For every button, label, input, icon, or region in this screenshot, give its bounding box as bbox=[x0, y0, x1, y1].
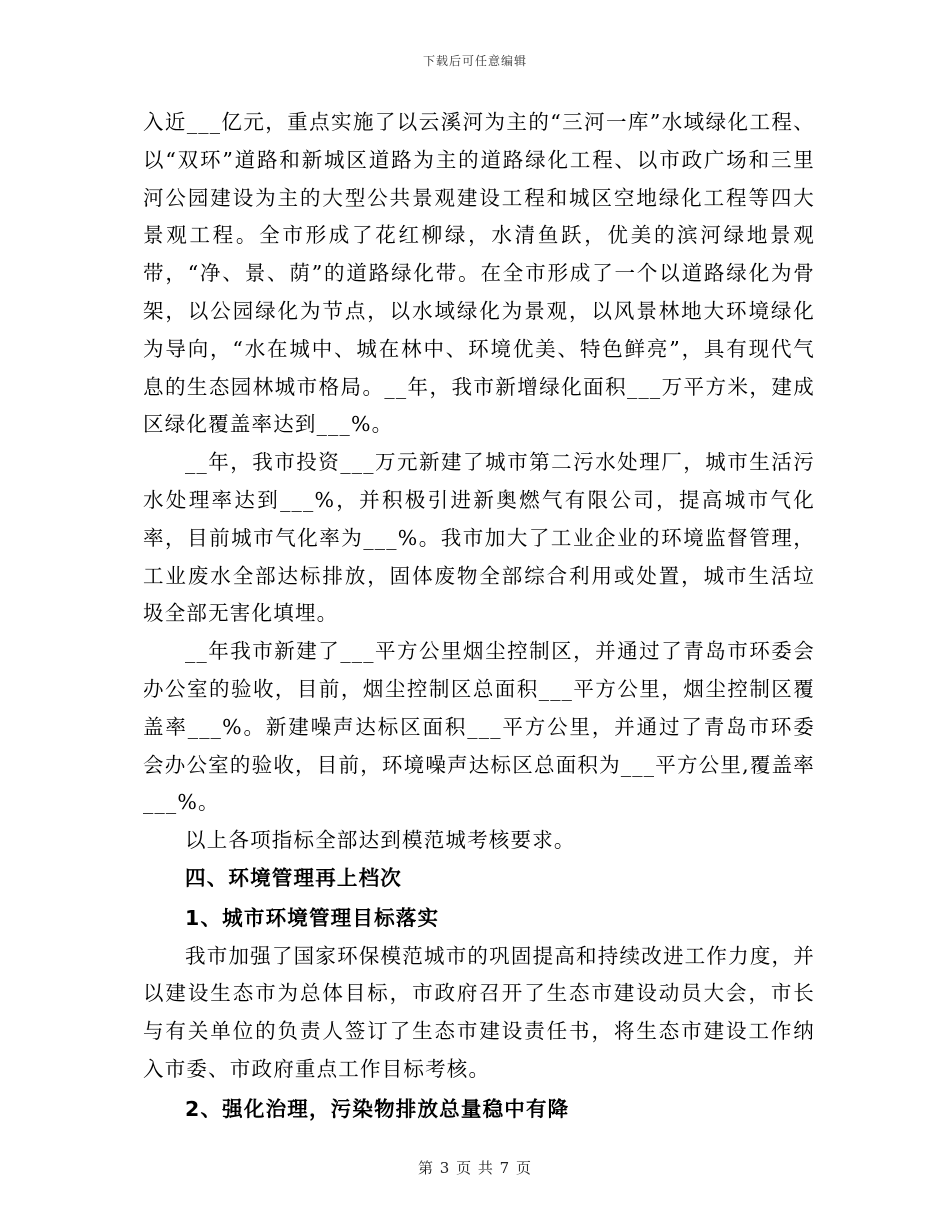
paragraph-greening: 入近___亿元，重点实施了以云溪河为主的“三河一库”水域绿化工程、以“双环”道路和新城区道路为主的道路绿化工程、以市政广场和三里河公园建设为主的大型公共景观建设工程和城区空地绿化工程等四大景观工程。全市形成了花红柳绿，水清鱼跃，优美的滨河绿地景观带，“净、景、荫”的道路绿化带。在全市形成了一个以道路绿化为骨架，以公园绿化为节点，以水域绿化为景观，以风景林地大环境绿化为导向，“水在城中、城在林中、环境优美、特色鲜亮”，具有现代气息的生态园林城市格局。__年，我市新增绿化面积___万平方米，建成区绿化覆盖率达到___%。 bbox=[143, 110, 815, 437]
document-body bbox=[143, 104, 815, 1129]
page-header: 下载后可任意编辑 bbox=[422, 54, 527, 68]
subsection-heading-2: 2、强化治理，污染物排放总量稳中有降 bbox=[185, 1096, 570, 1121]
page-footer: 第 3 页 共 7 页 bbox=[418, 1159, 532, 1177]
paragraph-sewage: __年，我市投资___万元新建了城市第二污水处理厂，城市生活污水处理率达到___%，并积极引进新奥燃气有限公司，提高城市气化率，目前城市气化率为___%。我市加大了工业企业的环境监督管理，工业废水全部达标排放，固体废物全部综合利用或处置，城市生活垃圾全部无害化填埋。 bbox=[143, 450, 815, 626]
paragraph-management-goals: 我市加强了国家环保模范城市的巩固提高和持续改进工作力度，并以建设生态市为总体目标，市政府召开了生态市建设动员大会，市长与有关单位的负责人签订了生态市建设责任书，将生态市建设工作纳入市委、市政府重点工作目标考核。 bbox=[143, 943, 815, 1081]
section-heading-4: 四、环境管理再上档次 bbox=[185, 865, 402, 890]
paragraph-standards: 以上各项指标全部达到模范城考核要求。 bbox=[185, 828, 576, 853]
paragraph-smoke-noise: __年我市新建了___平方公里烟尘控制区，并通过了青岛市环委会办公室的验收，目前，烟尘控制区总面积___平方公里，烟尘控制区覆盖率___%。新建噪声达标区面积___平方公里，并通过了青岛市环委会办公室的验收，目前，环境噪声达标区总面积为___平方公里,覆盖率___%。 bbox=[143, 639, 815, 815]
subsection-heading-1: 1、城市环境管理目标落实 bbox=[185, 905, 440, 930]
